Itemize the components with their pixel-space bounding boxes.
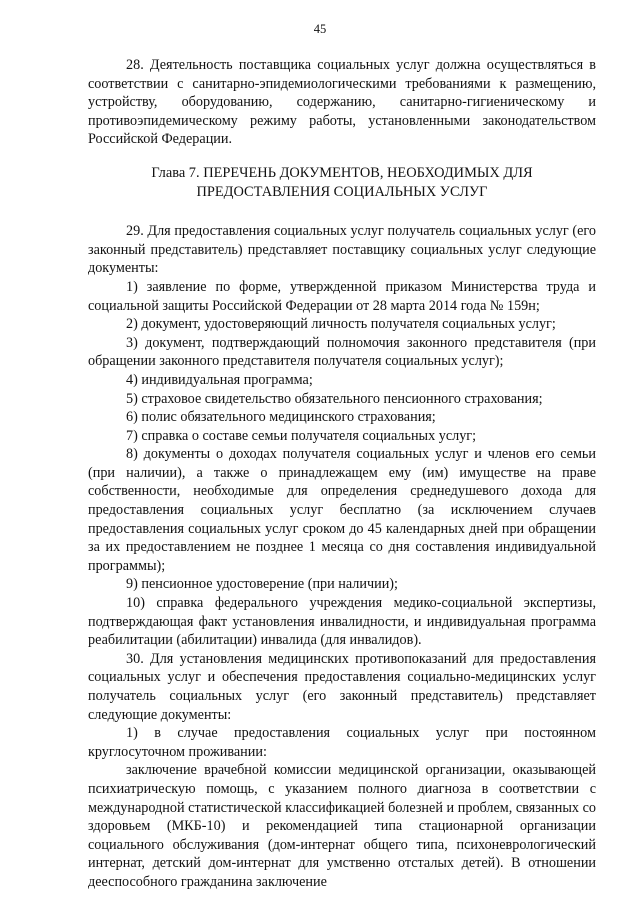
paragraph-30-conclusion: заключение врачебной комиссии медицинской организации, оказывающей психиатрическую помощь, с указанием полного диагноза в соответствии с международной статистической классификацией болезней и проблем, связанных со здоровьем (МКБ-10) и рекомендацией типа стационарной организации социального обслуживания (дом-интернат общего типа, психоневрологический интернат, детский дом-интернат для умственно отсталых детей). В отношении дееспособного гражданина заключение [88,762,596,890]
list-item-29-5: 5) страховое свидетельство обязательного пенсионного страхования; [126,390,543,407]
list-item-29-9: 9) пенсионное удостоверение (при наличии); [126,576,398,593]
list-item-29-6: 6) полис обязательного медицинского страхования; [126,409,436,426]
paragraph-30: 30. Для установления медицинских противопоказаний для предоставления социальных услуг и обеспечения предоставления социально-медицинских услуг получатель социальных услуг (его законный представитель) представляет следующие документы: [88,650,596,723]
list-item-29-1: 1) заявление по форме, утвержденной приказом Министерства труда и социальной защиты Российской Федерации от 28 марта 2014 года № 159н; [88,278,596,314]
paragraph-28: 28. Деятельность поставщика социальных услуг должна осуществляться в соответствии с санитарно-эпидемиологическими требованиями к размещению, устройству, оборудованию, содержанию, санитарно-гигиеническому и противоэпидемическому режиму работы, установленными законодательством Российской Федерации. [88,57,596,148]
chapter-heading-line-2: ПРЕДОСТАВЛЕНИЯ СОЦИАЛЬНЫХ УСЛУГ [196,183,488,200]
list-item-29-2: 2) документ, удостоверяющий личность получателя социальных услуг; [126,316,556,333]
list-item-29-3: 3) документ, подтверждающий полномочия законного представителя (при обращении законного представителя получателя социальных услуг); [88,334,596,370]
page-number: 45 [313,22,327,36]
list-item-30-1: 1) в случае предоставления социальных услуг при постоянном круглосуточном проживании: [88,725,596,760]
list-item-29-8: 8) документы о доходах получателя социальных услуг и членов его семьи (при наличии), а также о принадлежащем ему (им) имуществе на праве собственности, необходимые для определения среднедушевого дохода для предоставления социальных услуг бесплатно (за исключением случаев предоставления социальных услуг сроком до 45 календарных дней при обращении за их предоставлением не позднее 1 месяца со дня составления индивидуальной программы); [88,446,596,574]
document-body [88,56,596,892]
list-item-29-10: 10) справка федерального учреждения медико-социальной экспертизы, подтверждающая факт установления инвалидности, и индивидуальная программа реабилитации (абилитации) инвалида (для инвалидов). [88,595,596,649]
paragraph-29: 29. Для предоставления социальных услуг получатель социальных услуг (его законный представитель) представляет поставщику социальных услуг следующие документы: [88,223,596,277]
list-item-29-7: 7) справка о составе семьи получателя социальных услуг; [126,427,477,444]
chapter-heading [88,164,596,201]
chapter-heading-line-1: Глава 7. ПЕРЕЧЕНЬ ДОКУМЕНТОВ, НЕОБХОДИМЫХ ДЛЯ [151,164,533,181]
list-item-29-4: 4) индивидуальная программа; [126,371,313,388]
